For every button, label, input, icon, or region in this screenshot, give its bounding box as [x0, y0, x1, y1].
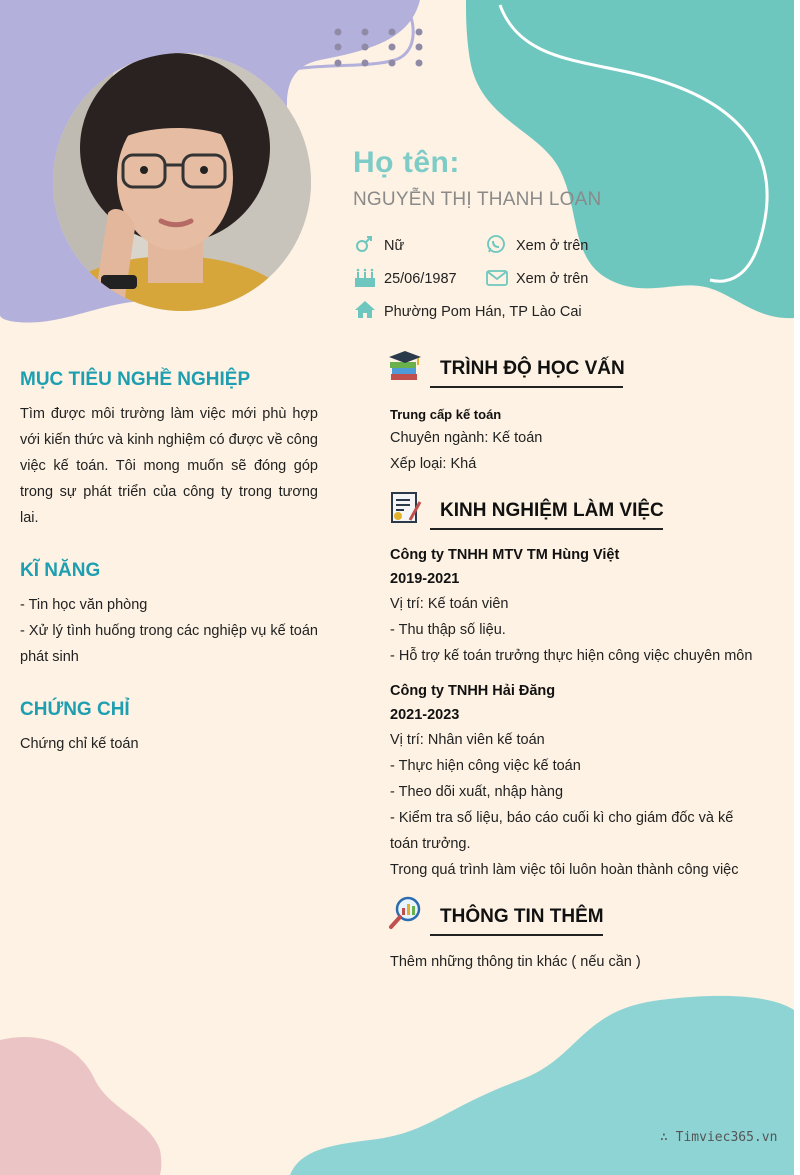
pink-blob — [0, 1037, 161, 1175]
job-line: - Hỗ trợ kế toán trưởng thực hiện công việc chuyên môn — [390, 648, 753, 664]
address-value: Phường Pom Hán, TP Lào Cai — [384, 304, 582, 320]
job-line: - Thu thập số liệu. — [390, 622, 506, 638]
certificates-title: CHỨNG CHỈ — [20, 699, 130, 720]
name-label: Họ tên: — [353, 146, 460, 179]
education-title: TRÌNH ĐỘ HỌC VẤN — [440, 358, 625, 379]
home-icon — [354, 300, 376, 320]
gender-icon — [354, 234, 374, 254]
skill-item: - Tin học văn phòng — [20, 597, 148, 613]
job-period: 2021-2023 — [390, 707, 460, 723]
job-line: - Kiểm tra số liệu, báo cáo cuối kì cho giám đốc và kế toán trưởng. — [390, 810, 734, 852]
education-school: Trung cấp kế toán — [390, 407, 502, 422]
experience-title: KINH NGHIỆM LÀM VIỆC — [440, 500, 664, 521]
magnifier-chart-icon — [388, 896, 422, 930]
job-line: Vị trí: Nhân viên kế toán — [390, 732, 545, 748]
phone-value: Xem ở trên — [516, 238, 589, 254]
certificate-item: Chứng chỉ kế toán — [20, 736, 139, 752]
education-underline — [430, 386, 623, 388]
experience-underline — [430, 528, 663, 530]
photo-illustration — [53, 53, 311, 311]
skill-item: - Xử lý tình huống trong các nghiệp vụ kế toán phát sinh — [20, 623, 318, 665]
education-books-icon — [388, 350, 422, 384]
job-company: Công ty TNHH MTV TM Hùng Việt — [390, 547, 620, 563]
profile-photo — [53, 53, 311, 311]
objective-title: MỤC TIÊU NGHỀ NGHIỆP — [20, 369, 251, 390]
job-line: - Theo dõi xuất, nhập hàng — [390, 784, 564, 800]
birthday-cake-icon — [354, 268, 376, 288]
skills-title: KĨ NĂNG — [20, 560, 101, 581]
additional-text: Thêm những thông tin khác ( nếu cần ) — [390, 954, 641, 970]
email-value: Xem ở trên — [516, 271, 589, 287]
job-line: Vị trí: Kế toán viên — [390, 596, 509, 612]
job-period: 2019-2021 — [390, 571, 460, 587]
job-line: - Thực hiện công việc kế toán — [390, 758, 581, 774]
gender-value: Nữ — [384, 238, 405, 254]
additional-underline — [430, 934, 603, 936]
objective-text: Tìm được môi trường làm việc mới phù hợp với kiến thức và kinh nghiệm có được về công việc kế toán. Tôi mong muốn sẽ đóng góp trong sự phát triển của công ty trong tương lai. — [20, 406, 318, 526]
education-grade: Xếp loại: Khá — [390, 456, 477, 472]
experience-document-icon — [388, 490, 422, 524]
job-line: Trong quá trình làm việc tôi luôn hoàn thành công việc — [390, 862, 739, 878]
full-name: NGUYỄN THỊ THANH LOAN — [353, 189, 602, 210]
additional-title: THÔNG TIN THÊM — [440, 906, 604, 927]
watermark: ∴ Timviec365.vn — [660, 1130, 778, 1145]
phone-icon — [486, 234, 506, 254]
birthday-value: 25/06/1987 — [384, 271, 457, 287]
light-teal-blob — [290, 996, 794, 1175]
job-company: Công ty TNHH Hải Đăng — [390, 683, 556, 699]
education-major: Chuyên ngành: Kế toán — [390, 430, 543, 446]
email-icon — [486, 268, 508, 288]
